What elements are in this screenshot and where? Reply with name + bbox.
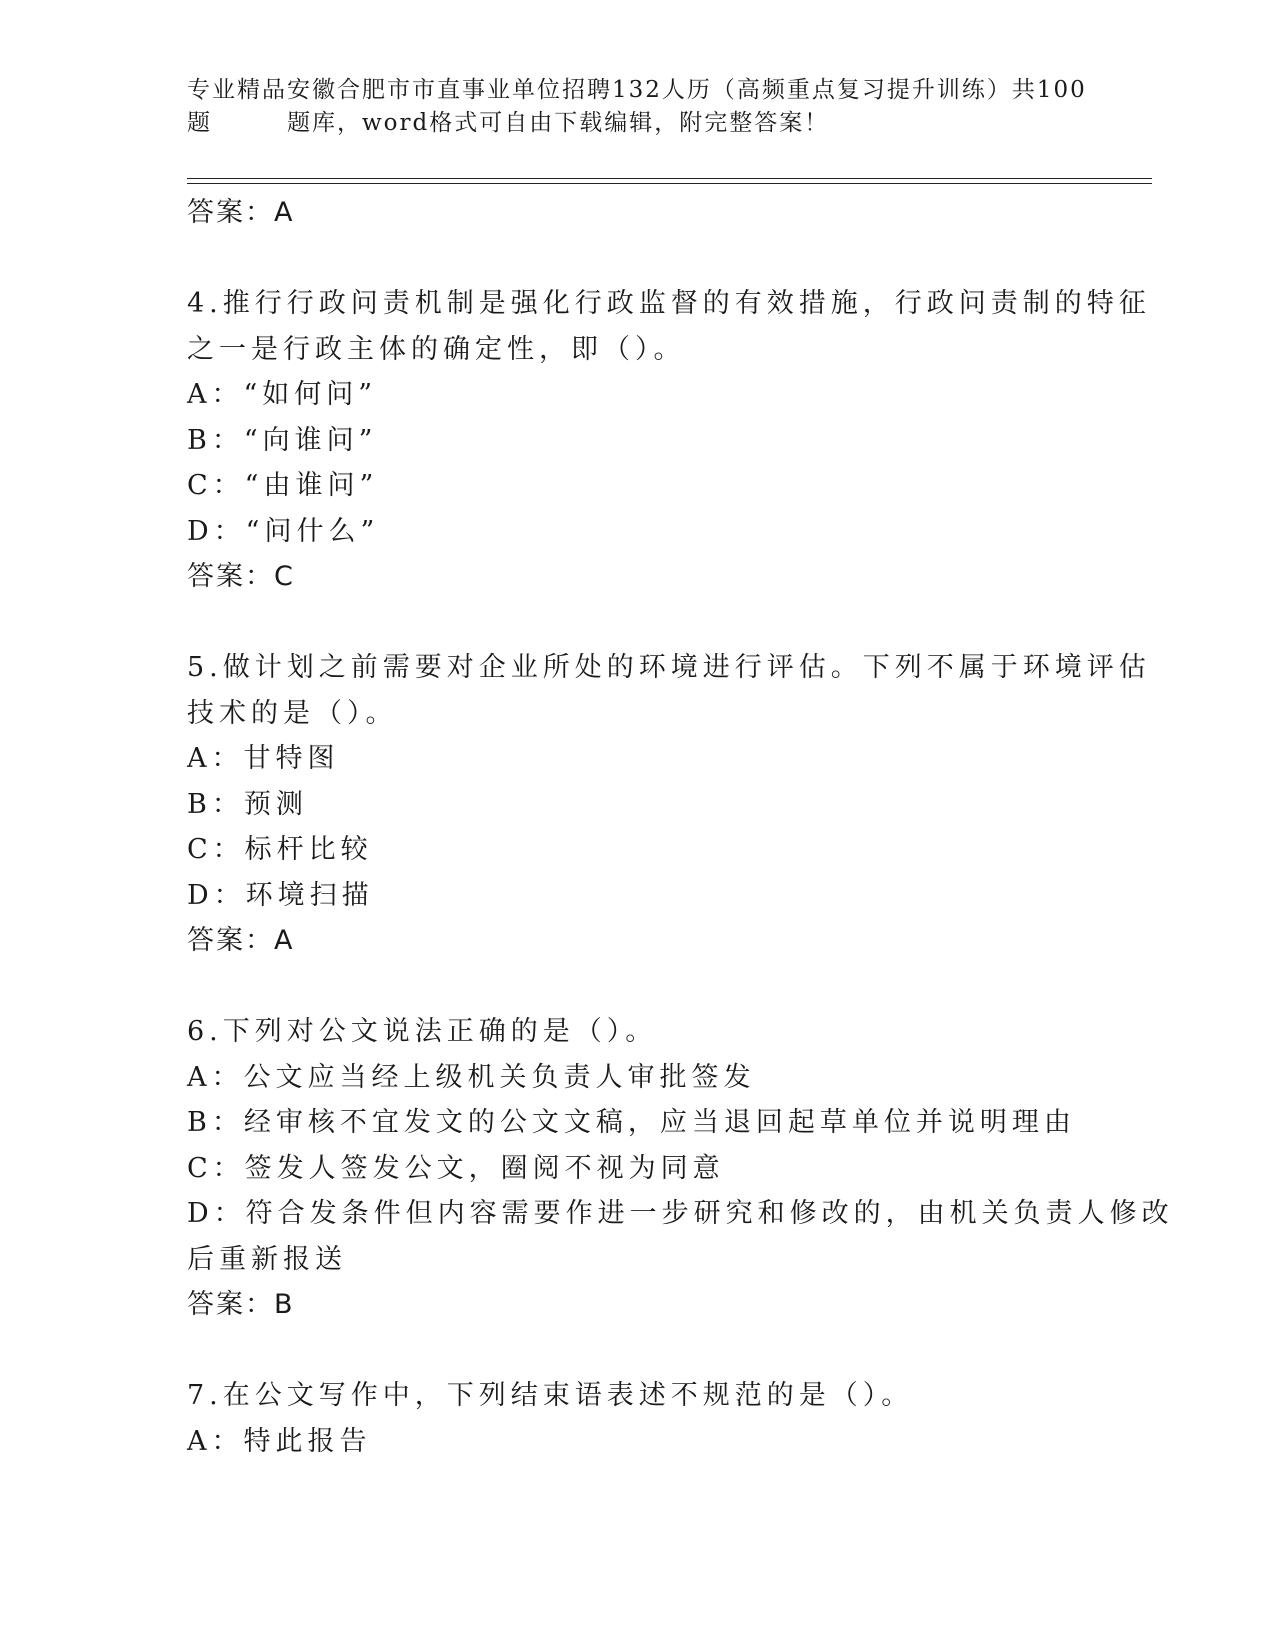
option-a: A：“如何问” — [187, 379, 378, 410]
question-4 — [187, 281, 1151, 600]
question-stem-cont: 之一是行政主体的确定性，即（）。 — [187, 333, 686, 365]
spacer — [187, 600, 1087, 646]
answer-q3: 答案：A — [187, 197, 295, 228]
option-a: A：甘特图 — [187, 743, 340, 774]
question-stem: 7.在公文写作中，下列结束语表述不规范的是（）。 — [187, 1380, 914, 1411]
option-b: B：经审核不宜发文的公文文稿，应当退回起草单位并说明理由 — [187, 1107, 1076, 1138]
header-title-line2 — [187, 107, 1087, 140]
option-d: D：符合发条件但内容需要作进一步研究和修改的，由机关负责人修改 — [187, 1198, 1174, 1229]
option-d: D：环境扫描 — [187, 879, 374, 911]
question-stem-cont: 技术的是（）。 — [187, 697, 398, 729]
header-title-line1: 专业精品安徽合肥市市直事业单位招聘132人历（高频重点复习提升训练）共100 — [187, 77, 1087, 103]
option-c: C：签发人签发公文，圈阅不视为同意 — [187, 1152, 725, 1184]
spacer — [187, 964, 1087, 1010]
spacer — [187, 236, 1087, 282]
option-d-cont: 后重新报送 — [187, 1243, 347, 1275]
option-a: A：公文应当经上级机关负责人审批签发 — [187, 1061, 756, 1093]
question-7 — [187, 1373, 1087, 1464]
answer: 答案：C — [187, 561, 295, 592]
document-header — [187, 74, 1087, 140]
spacer — [187, 1328, 1087, 1374]
question-stem: 5.做计划之前需要对企业所处的环境进行评估。下列不属于环境评估 — [187, 652, 1151, 683]
option-c: C：标杆比较 — [187, 834, 373, 865]
option-b: B：预测 — [187, 788, 308, 820]
document-body — [187, 190, 1174, 1464]
header-rule-top — [187, 178, 1152, 179]
header-rule-bottom — [187, 183, 1152, 184]
header-title-line2-rest: 题库，word格式可自由下载编辑，附完整答案！ — [287, 110, 830, 136]
answer: 答案：B — [187, 1289, 295, 1320]
question-stem: 4.推行行政问责机制是强化行政监督的有效措施，行政问责制的特征 — [187, 288, 1151, 319]
option-b: B：“向谁问” — [187, 424, 378, 456]
option-a: A：特此报告 — [187, 1425, 372, 1457]
question-5 — [187, 645, 1151, 964]
answer: 答案：A — [187, 925, 295, 956]
question-stem: 6.下列对公文说法正确的是（）。 — [187, 1016, 658, 1047]
question-6 — [187, 1009, 1174, 1328]
option-d: D：“问什么” — [187, 515, 380, 547]
header-title-line2-start: 题 — [187, 110, 212, 136]
option-c: C：“由谁问” — [187, 470, 379, 501]
